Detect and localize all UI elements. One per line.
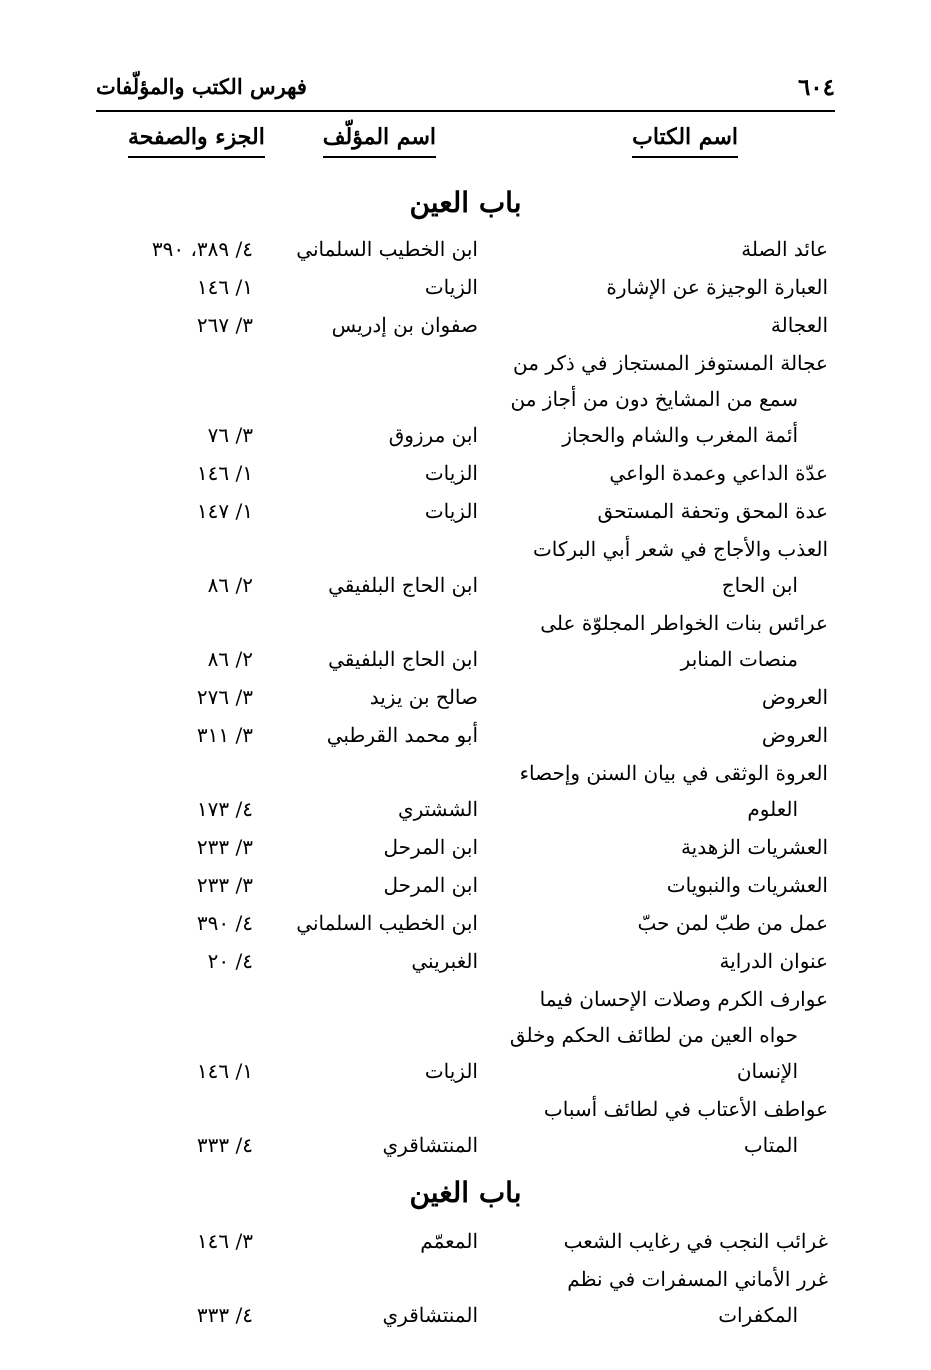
index-entry-continuation (0, 640, 931, 678)
index-entry (0, 1260, 931, 1298)
index-entry (0, 942, 931, 980)
book-title: العشريات الزهدية (680, 835, 828, 859)
volume-page-ref: ١/ ١٤٦ (196, 461, 253, 485)
author-name: المعمّم (420, 1229, 478, 1253)
column-header-book-label: اسم الكتاب (632, 124, 738, 150)
index-entry (0, 492, 931, 530)
book-title: المتاب (743, 1133, 798, 1157)
author-name: الششتري (397, 797, 478, 821)
author-name: ابن الحاج البلفيقي (328, 647, 478, 671)
index-entry (0, 716, 931, 754)
index-entry-continuation (0, 1016, 931, 1054)
author-name: ابن الحاج البلفيقي (328, 573, 478, 597)
column-header-underline (632, 156, 738, 158)
author-name: المنتشاقري (382, 1133, 478, 1157)
author-name: الزيات (424, 499, 478, 523)
book-title: عائد الصلة (741, 237, 828, 261)
volume-page-ref: ٤/ ١٧٣ (196, 797, 253, 821)
book-title: أئمة المغرب والشام والحجاز (562, 423, 798, 447)
index-entry (0, 1222, 931, 1260)
index-entry-continuation (0, 1052, 931, 1090)
index-entry-continuation (0, 790, 931, 828)
book-title: حواه العين من لطائف الحكم وخلق (509, 1023, 798, 1047)
author-name: الزيات (424, 275, 478, 299)
index-entry (0, 344, 931, 382)
author-name: الغبريني (411, 949, 478, 973)
volume-page-ref: ٤/ ٣٣٣ (196, 1133, 253, 1157)
book-title: غرر الأماني المسفرات في نظم (567, 1267, 828, 1291)
page-number: ٦٠٤ (797, 74, 835, 101)
volume-page-ref: ٤/ ٣٣٣ (196, 1303, 253, 1327)
author-name: صفوان بن إدريس (331, 313, 478, 337)
book-title: غرائب النجب في رغايب الشعب (563, 1229, 828, 1253)
volume-page-ref: ٣/ ١٤٦ (196, 1229, 253, 1253)
index-entry (0, 678, 931, 716)
book-title: عدة المحق وتحفة المستحق (597, 499, 828, 523)
book-title: عجالة المستوفز المستجاز في ذكر من (513, 351, 828, 375)
book-title: عنوان الدراية (719, 949, 828, 973)
index-entry (0, 604, 931, 642)
index-entry (0, 1090, 931, 1128)
book-title: العلوم (747, 797, 798, 821)
column-header-author (323, 124, 436, 158)
index-entry (0, 530, 931, 568)
index-entry (0, 754, 931, 792)
author-name: الزيات (424, 461, 478, 485)
index-entry (0, 454, 931, 492)
book-title: سمع من المشايخ دون من أجاز من (510, 387, 798, 411)
section-heading: باب الغين (409, 1176, 522, 1209)
book-title: العروض (761, 723, 828, 747)
book-title: العروة الوثقى في بيان السنن وإحصاء (519, 761, 828, 785)
index-entry (0, 866, 931, 904)
index-entry-continuation (0, 416, 931, 454)
author-name: ابن المرحل (383, 873, 478, 897)
book-title: عواطف الأعتاب في لطائف أسباب (543, 1097, 828, 1121)
volume-page-ref: ٢/ ٨٦ (207, 573, 253, 597)
volume-page-ref: ٣/ ٢٧٦ (196, 685, 253, 709)
book-title: العبارة الوجيزة عن الإشارة (606, 275, 828, 299)
column-header-underline (323, 156, 436, 158)
book-title: منصات المنابر (680, 647, 798, 671)
volume-page-ref: ٣/ ٣١١ (196, 723, 253, 747)
book-title: عمل من طبّ لمن حبّ (637, 911, 828, 935)
column-header-underline (128, 156, 265, 158)
book-title: العروض (761, 685, 828, 709)
book-title: المكفرات (718, 1303, 798, 1327)
column-header-author-label: اسم المؤلّف (322, 124, 436, 150)
book-title: الإنسان (736, 1059, 798, 1083)
book-title: عرائس بنات الخواطر المجلوّة على (540, 611, 828, 635)
index-entry-continuation (0, 1296, 931, 1334)
column-header-book (632, 124, 738, 158)
section-heading: باب العين (409, 186, 522, 219)
book-title: العشريات والنبويات (666, 873, 828, 897)
index-entry (0, 904, 931, 942)
index-entry-continuation (0, 566, 931, 604)
column-header-volume-page (128, 124, 265, 158)
volume-page-ref: ٤/ ٣٩٠ (196, 911, 253, 935)
author-name: ابن مرزوق (388, 423, 478, 447)
index-entry-continuation (0, 1126, 931, 1164)
index-entry-continuation (0, 380, 931, 418)
index-entry (0, 230, 931, 268)
volume-page-ref: ٤/ ٢٠ (207, 949, 253, 973)
author-name: أبو محمد القرطبي (326, 723, 478, 747)
author-name: ابن المرحل (383, 835, 478, 859)
volume-page-ref: ٣/ ٢٣٣ (196, 835, 253, 859)
author-name: ابن الخطيب السلماني (296, 237, 478, 261)
index-entry (0, 306, 931, 344)
book-title: ابن الحاج (721, 573, 798, 597)
author-name: صالح بن يزيد (369, 685, 478, 709)
book-title: العذب والأجاج في شعر أبي البركات (532, 537, 828, 561)
volume-page-ref: ٤/ ٣٨٩، ٣٩٠ (151, 237, 253, 261)
book-title: العجالة (770, 313, 828, 337)
book-title: عدّة الداعي وعمدة الواعي (609, 461, 828, 485)
author-name: الزيات (424, 1059, 478, 1083)
index-entry (0, 980, 931, 1018)
volume-page-ref: ٣/ ٢٦٧ (196, 313, 253, 337)
volume-page-ref: ١/ ١٤٦ (196, 275, 253, 299)
index-entry (0, 268, 931, 306)
volume-page-ref: ١/ ١٤٦ (196, 1059, 253, 1083)
author-name: ابن الخطيب السلماني (296, 911, 478, 935)
running-title: فهرس الكتب والمؤلّفات (96, 74, 307, 99)
index-entry (0, 828, 931, 866)
volume-page-ref: ١/ ١٤٧ (196, 499, 253, 523)
author-name: المنتشاقري (382, 1303, 478, 1327)
book-title: عوارف الكرم وصلات الإحسان فيما (539, 987, 828, 1011)
header-rule (96, 110, 835, 112)
volume-page-ref: ٣/ ٧٦ (207, 423, 253, 447)
column-header-volume-page-label: الجزء والصفحة (128, 124, 265, 150)
volume-page-ref: ٣/ ٢٣٣ (196, 873, 253, 897)
volume-page-ref: ٢/ ٨٦ (207, 647, 253, 671)
